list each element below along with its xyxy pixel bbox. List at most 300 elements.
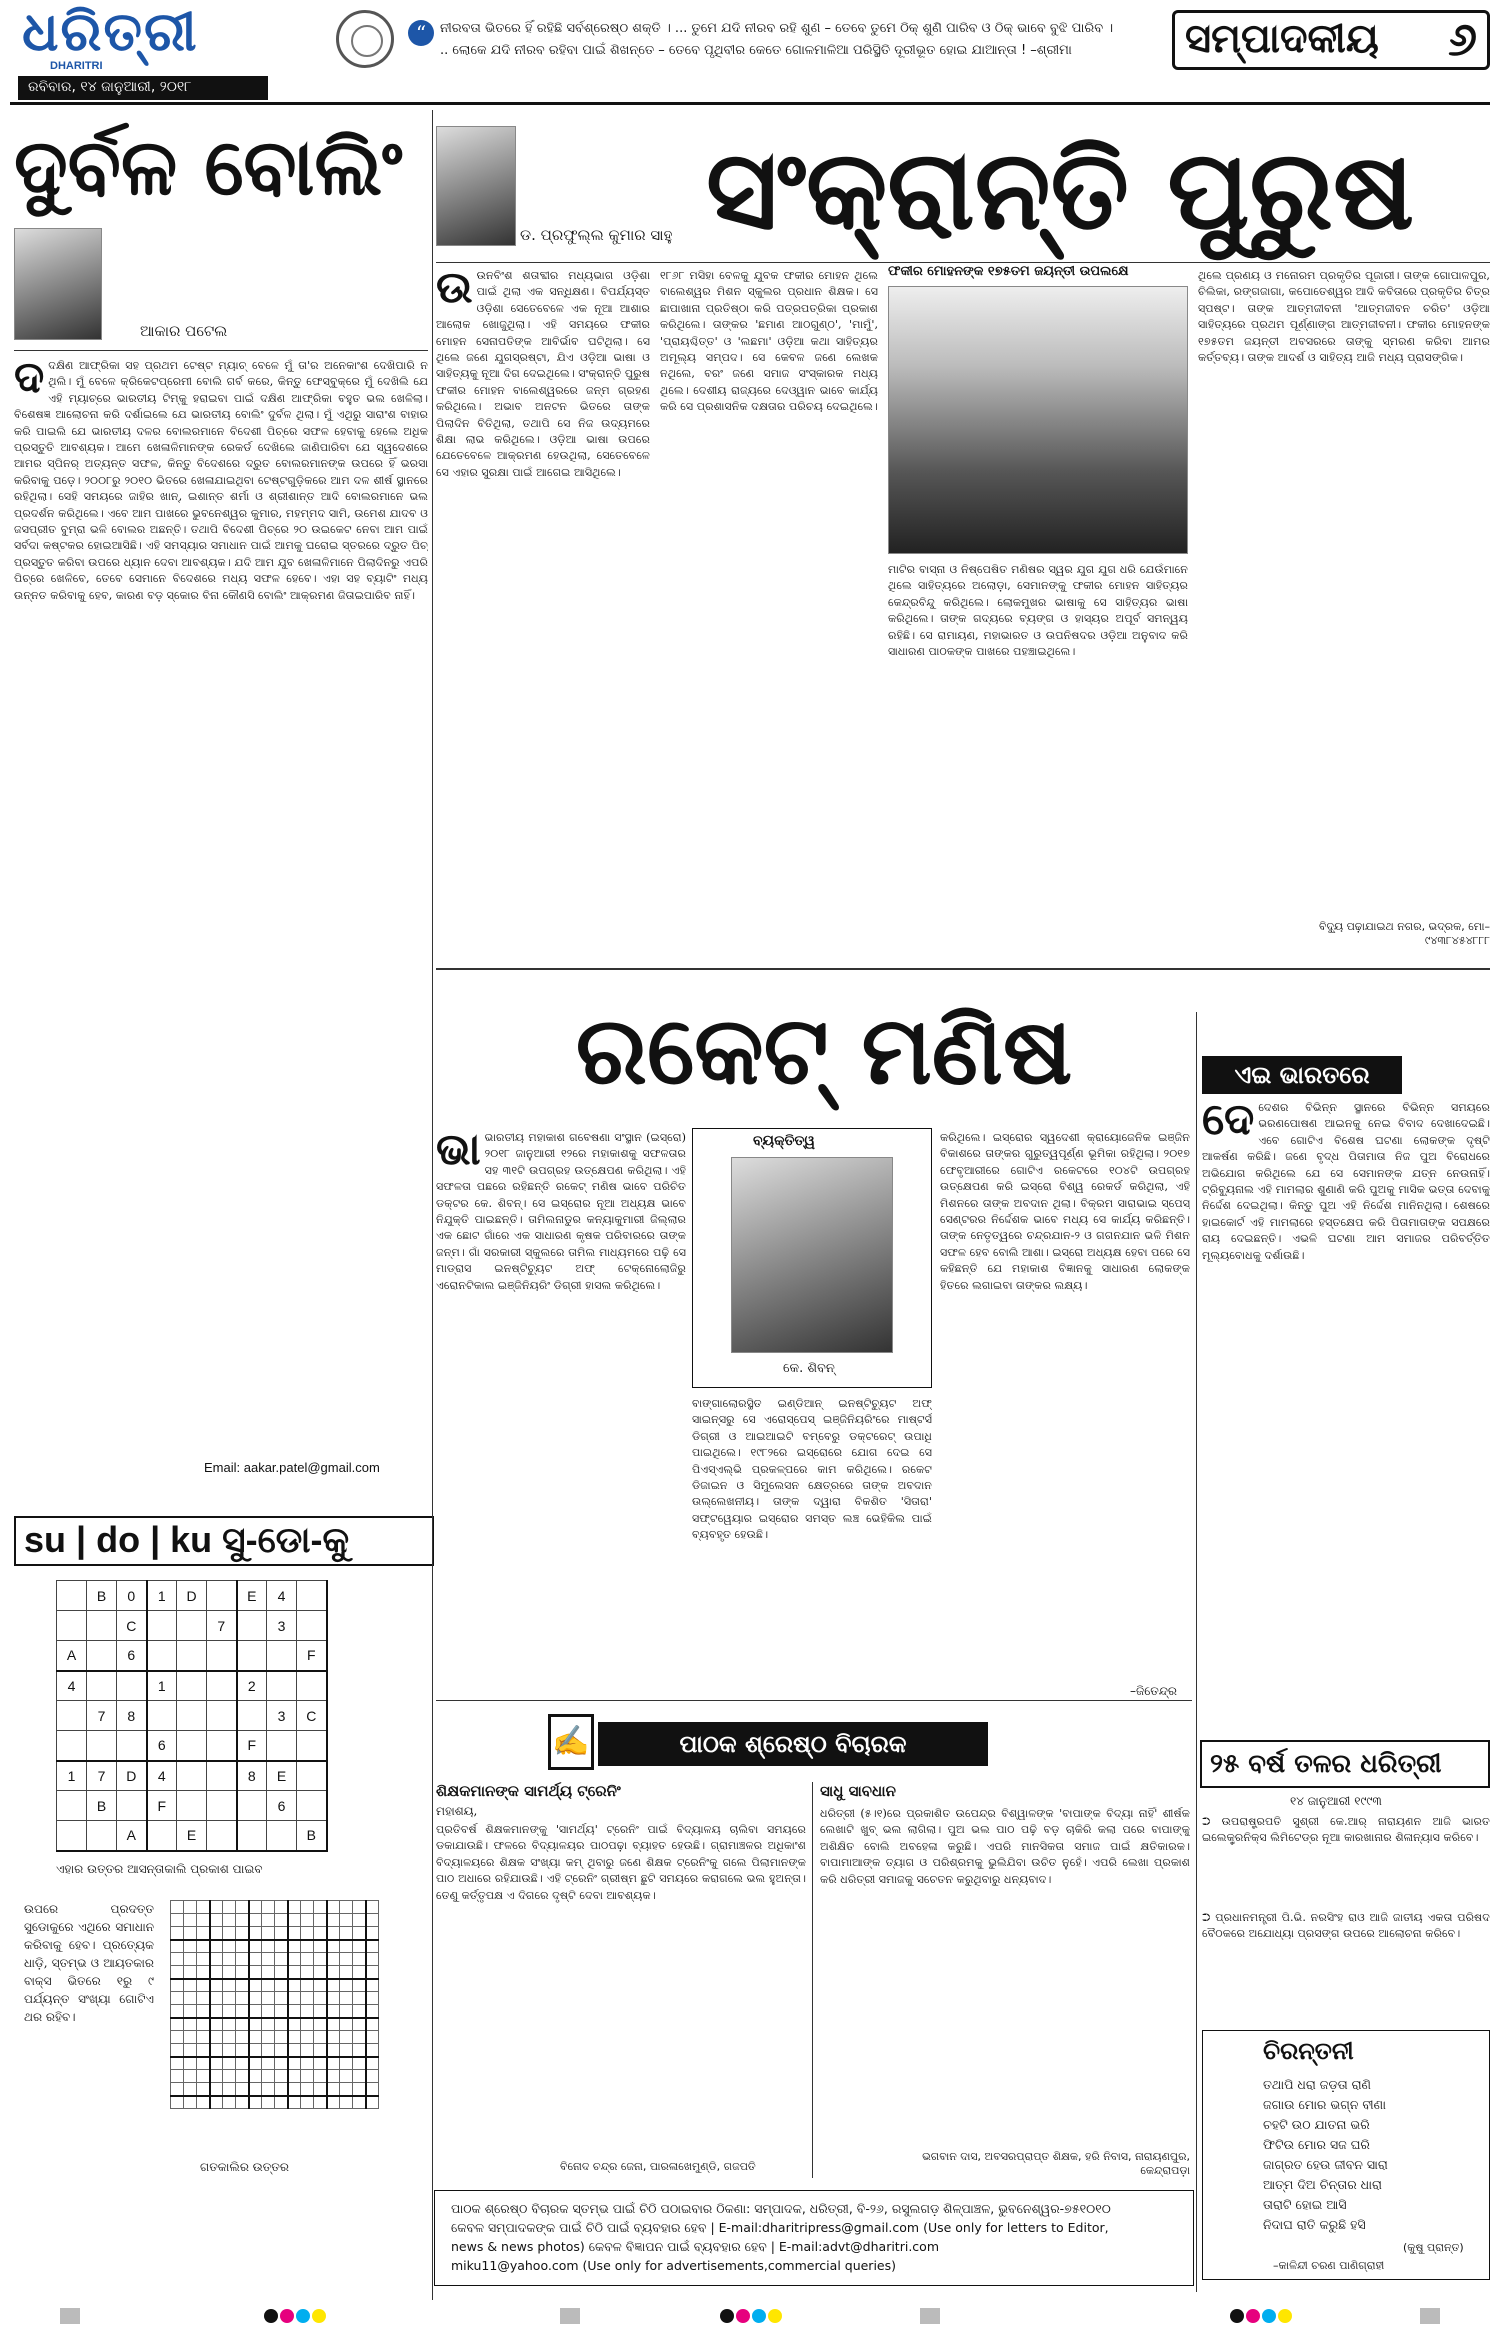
answer-cell xyxy=(223,1966,236,1979)
answer-cell xyxy=(288,1901,301,1914)
sudoku-cell[interactable]: 4 xyxy=(57,1671,87,1701)
sudoku-cell[interactable] xyxy=(267,1641,297,1671)
answer-cell xyxy=(301,1940,314,1953)
sudoku-cell[interactable] xyxy=(267,1671,297,1701)
author-address: ବିଦ୍ୟୁ ପଢ଼ାଯାଇଥ ନଗର, ଭଦ୍ରକ, ମୋ– ୯୪୩୮୪୫୪୮୮୮ xyxy=(1318,920,1490,947)
answer-cell xyxy=(210,1927,223,1940)
answer-cell xyxy=(314,2018,327,2031)
answer-cell xyxy=(275,2096,288,2109)
answer-cell xyxy=(340,2044,353,2057)
article-rocket-col2: ବାଙ୍ଗାଲୋରସ୍ଥିତ ଇଣ୍ଡିଆନ୍ ଇନଷ୍ଟିଚ୍ୟୁଟ ଅଫ୍ ସାଇନ୍ସରୁ ସେ ଏରୋସ୍ପେସ୍ ଇଞ୍ଜିନିୟରିଂରେ ମାଷ୍ଟର୍ସ ଡିଗ୍ରୀ ଓ ଆଇଆଇଟି ବମ୍ବେରୁ ଡକ୍ଟରେଟ୍ ଉପାଧି ପାଇଥିଲେ। ୧୯୮୨ରେ ଇସ୍ରୋରେ ଯୋଗ ଦେଇ ସେ ପିଏସ୍ଏଲ୍‌ଭି ପ୍ରକଳ୍ପରେ କାମ କରିଥିଲେ। ରକେଟ ଡିଜାଇନ ଓ ସିମୁଲେସନ କ୍ଷେତ୍ରରେ ତାଙ୍କ ଅବଦାନ ଉଲ୍ଲେଖନୀୟ। ତାଙ୍କ ଦ୍ୱାରା ବିକଶିତ 'ସିତାରା' ସଫ୍ଟୱେୟାର ଇସ୍ରୋର ସମସ୍ତ ଲଞ୍ଚ ଭେହିକିଲ ପାଇଁ ବ୍ୟବହୃତ ହେଉଛି। xyxy=(692,1397,932,1542)
answer-cell xyxy=(275,1901,288,1914)
sudoku-cell[interactable]: F xyxy=(237,1731,267,1761)
sudoku-cell[interactable] xyxy=(207,1791,237,1821)
sudoku-cell[interactable] xyxy=(147,1821,177,1851)
answer-cell xyxy=(353,1953,366,1966)
sudoku-cell[interactable] xyxy=(87,1821,117,1851)
answer-cell xyxy=(197,1927,210,1940)
sudoku-cell[interactable] xyxy=(177,1791,207,1821)
answer-cell xyxy=(262,1992,275,2005)
sudoku-cell[interactable] xyxy=(57,1821,87,1851)
answer-cell xyxy=(366,1940,379,1953)
writing-hand-icon: ✍ xyxy=(548,1714,594,1770)
dropcap: ଭା xyxy=(436,1130,481,1175)
chirantani-box xyxy=(1202,2030,1490,2280)
answer-cell xyxy=(197,1992,210,2005)
answer-cell xyxy=(171,1940,184,1953)
sudoku-grid[interactable] xyxy=(56,1580,328,1852)
answer-row xyxy=(171,2096,379,2109)
answer-cell xyxy=(249,1992,262,2005)
sudoku-cell[interactable] xyxy=(87,1731,117,1761)
sudoku-cell[interactable] xyxy=(207,1641,237,1671)
sudoku-cell[interactable]: F xyxy=(297,1641,327,1671)
profile-label: ବ୍ୟକ୍ତିତ୍ୱ xyxy=(753,1133,815,1149)
sudoku-cell[interactable] xyxy=(57,1731,87,1761)
sudoku-rules: ଉପରେ ପ୍ରଦତ୍ତ ସୁଡୋକୁରେ ଏଥିରେ ସମାଧାନ କରିବାକୁ ହେବ। ପ୍ରତ୍ୟେକ ଧାଡ଼ି, ସ୍ତମ୍ଭ ଓ ଆୟତକାର ବାକ୍ସ ଭିତରେ ୧ରୁ ୯ ପର୍ଯ୍ୟନ୍ତ ସଂଖ୍ୟା ଗୋଟିଏ ଥର ରହିବ। xyxy=(24,1902,154,2024)
sudoku-cell[interactable] xyxy=(237,1701,267,1731)
sudoku-cell[interactable] xyxy=(57,1581,87,1611)
letter2-title[interactable]: ସାଧୁ ସାବଧାନ xyxy=(820,1782,896,1800)
answer-cell xyxy=(353,1979,366,1992)
sudoku-cell[interactable]: D xyxy=(117,1761,147,1791)
sudoku-cell[interactable] xyxy=(237,1821,267,1851)
answer-cell xyxy=(275,1992,288,2005)
sudoku-cell[interactable]: 1 xyxy=(147,1671,177,1701)
sudoku-cell[interactable]: 6 xyxy=(267,1791,297,1821)
answer-cell xyxy=(171,2018,184,2031)
answer-cell xyxy=(314,2031,327,2044)
answer-cell xyxy=(171,1914,184,1927)
answer-cell xyxy=(366,2031,379,2044)
sudoku-cell[interactable]: E xyxy=(237,1581,267,1611)
25-years-item-2 xyxy=(1202,1910,1490,2010)
article-body-text: ଉନବିଂଶ ଶତାବ୍ଦୀର ମଧ୍ୟଭାଗ ଓଡ଼ିଶା ପାଇଁ ଥିଲା ଏକ ସନ୍ଧିକ୍ଷଣ। ବିପର୍ଯ୍ୟସ୍ତ ଓଡ଼ିଶା ସେତେବେଳେ ଏକ ନୂଆ ଆଶାର ଆଲୋକ ଖୋଜୁଥିଲା। ଏହି ସମୟରେ ଫକୀର ମୋହନ ସେନାପତିଙ୍କ ଆବିର୍ଭାବ ଘଟିଥିଲା। ସେ ଥିଲେ ଜଣେ ଯୁଗସ୍ରଷ୍ଟା, ଯିଏ ଓଡ଼ିଆ ଭାଷା ଓ ସାହିତ୍ୟକୁ ନୂଆ ଦିଗ ଦେଇଥିଲେ। ସଂକ୍ରାନ୍ତି ପୁରୁଷ ଫକୀର ମୋହନ ବାଲେଶ୍ୱରରେ ଜନ୍ମ ଗ୍ରହଣ କରିଥିଲେ। ଅଭାବ ଅନଟନ ଭିତରେ ତାଙ୍କ ପିଲାଦିନ ବିତିଥିଲା, ତଥାପି ସେ ନିଜ ଉଦ୍ୟମରେ ଶିକ୍ଷା ଲାଭ କରିଥିଲେ। ଓଡ଼ିଆ ଭାଷା ଉପରେ ଯେତେବେଳେ ଆକ୍ରମଣ ହେଉଥିଲା, ସେତେବେଳେ ସେ ଏହାର ସୁରକ୍ଷା ପାଇଁ ଆଗେଇ ଆସିଥିଲେ। xyxy=(436,269,650,479)
answer-cell xyxy=(171,1966,184,1979)
sudoku-cell[interactable] xyxy=(117,1731,147,1761)
answer-row xyxy=(171,1953,379,1966)
answer-cell xyxy=(184,1992,197,2005)
sudoku-cell[interactable] xyxy=(147,1611,177,1641)
answer-cell xyxy=(236,2018,249,2031)
divider xyxy=(436,1700,1192,1701)
article-rocket-manisha-title[interactable]: ରକେଟ୍ ମଣିଷ xyxy=(575,997,1073,1106)
sudoku-cell[interactable]: 2 xyxy=(237,1671,267,1701)
answer-cell xyxy=(275,2057,288,2070)
answer-cell xyxy=(210,2005,223,2018)
sudoku-cell[interactable] xyxy=(267,1731,297,1761)
answer-cell xyxy=(340,2070,353,2083)
answer-cell xyxy=(301,2005,314,2018)
answer-cell xyxy=(327,1966,340,1979)
sudoku-cell[interactable]: B xyxy=(87,1581,117,1611)
answer-cell xyxy=(197,2096,210,2109)
sudoku-cell[interactable] xyxy=(297,1581,327,1611)
sudoku-cell[interactable] xyxy=(117,1671,147,1701)
sudoku-cell[interactable] xyxy=(57,1611,87,1641)
color-registration-marks xyxy=(1230,2308,1294,2324)
profile-box xyxy=(692,1128,932,1388)
answer-cell xyxy=(327,2018,340,2031)
sudoku-row xyxy=(57,1641,327,1671)
answer-cell xyxy=(184,2070,197,2083)
answer-cell xyxy=(236,2083,249,2096)
answer-cell xyxy=(249,2096,262,2109)
sudoku-cell[interactable] xyxy=(57,1701,87,1731)
sudoku-row xyxy=(57,1761,327,1791)
answer-cell xyxy=(262,2096,275,2109)
sudoku-header: su | do | ku ସୁ-ଡୋ-କୁ xyxy=(14,1516,434,1566)
chirantani-poem: ତଥାପି ଧରା ଜଡ଼ତା ରାଣି ଜଗାଉ ମୋର ଭଗ୍ନ ବୀଣା ଚହଟି ଉଠ ଯାତନା ଭରି ଫିଟିଉ ମୋର ସଜ ଘରି ଜାଗ୍ରତ ହେଉ ଜୀବନ ସାରା ଆତ୍ମ ଦିଅ ଚିନ୍ତାର ଧାରା ତାରାଟି ହୋଇ ଆସି ନିଦାଘ ରାତି କରୁଛି ହସି xyxy=(1263,2077,1388,2232)
answer-cell xyxy=(171,2031,184,2044)
readers-section-title[interactable]: ପାଠକ ଶ୍ରେଷ୍ଠ ବିଚାରକ xyxy=(598,1722,988,1766)
answer-cell xyxy=(340,1966,353,1979)
answer-row xyxy=(171,1966,379,1979)
answer-cell xyxy=(210,2018,223,2031)
dropcap: ଦ xyxy=(14,358,45,403)
fakir-mohan-portrait xyxy=(888,286,1188,554)
answer-cell xyxy=(184,1901,197,1914)
answer-cell xyxy=(262,1927,275,1940)
answer-cell xyxy=(197,2044,210,2057)
registration-mark xyxy=(1420,2308,1440,2324)
dharitri-logo: ଧରିତ୍ରୀ xyxy=(22,0,199,63)
sudoku-row xyxy=(57,1671,327,1701)
answer-cell xyxy=(171,1953,184,1966)
answer-cell xyxy=(249,2018,262,2031)
sudoku-cell[interactable] xyxy=(297,1671,327,1701)
divider xyxy=(436,968,1490,970)
sudoku-cell[interactable] xyxy=(297,1761,327,1791)
sudoku-cell[interactable] xyxy=(147,1641,177,1671)
answer-cell xyxy=(184,2044,197,2057)
sudoku-cell[interactable]: 3 xyxy=(267,1611,297,1641)
sudoku-cell[interactable]: 6 xyxy=(147,1731,177,1761)
edition-date: ରବିବାର, ୧୪ ଜାନୁଆରୀ, ୨୦୧୮ xyxy=(18,76,268,100)
sudoku-cell[interactable]: 4 xyxy=(147,1761,177,1791)
answer-cell xyxy=(314,1940,327,1953)
answer-cell xyxy=(197,1940,210,1953)
sudoku-cell[interactable] xyxy=(207,1821,237,1851)
answer-cell xyxy=(353,1914,366,1927)
answer-cell xyxy=(288,1953,301,1966)
answer-cell xyxy=(223,1940,236,1953)
answer-cell xyxy=(249,1901,262,1914)
sudoku-cell[interactable]: 7 xyxy=(207,1611,237,1641)
answer-cell xyxy=(210,1966,223,1979)
answer-row xyxy=(171,1992,379,2005)
sudoku-cell[interactable]: A xyxy=(117,1821,147,1851)
answer-cell xyxy=(301,2096,314,2109)
answer-cell xyxy=(210,2070,223,2083)
answer-cell xyxy=(275,1966,288,1979)
answer-cell xyxy=(327,2096,340,2109)
answer-row xyxy=(171,2005,379,2018)
column-rule xyxy=(812,1782,813,2178)
answer-cell xyxy=(314,1927,327,1940)
answer-cell xyxy=(275,2083,288,2096)
answer-cell xyxy=(366,2005,379,2018)
page-number: ୬ xyxy=(1448,12,1477,66)
answer-cell xyxy=(327,2070,340,2083)
answer-cell xyxy=(275,2031,288,2044)
answer-cell xyxy=(184,2096,197,2109)
answer-cell xyxy=(262,1914,275,1927)
answer-cell xyxy=(249,2070,262,2083)
sudoku-cell[interactable]: 7 xyxy=(87,1761,117,1791)
column-rule xyxy=(432,110,433,2300)
answer-cell xyxy=(314,2083,327,2096)
contact-line-4[interactable]: miku11@yahoo.com (Use only for advertisements,commercial queries) xyxy=(451,2258,897,2273)
answer-cell xyxy=(249,2083,262,2096)
25-years-item-1 xyxy=(1202,1814,1490,1904)
sudoku-cell[interactable] xyxy=(297,1731,327,1761)
answer-cell xyxy=(340,2083,353,2096)
answer-cell xyxy=(262,2044,275,2057)
item-text: ଉପରାଷ୍ଟ୍ରପତି ସୁଶ୍ରୀ କେ.ଆର୍ ନାରାୟଣନ ଆଜି ଭାରତ ଇଲେକ୍ଟ୍ରନିକ୍ସ ଲିମିଟେଡ୍‌ର ନୂଆ କାରଖାନାର ଶିଳାନ୍ୟାସ କରିବେ। xyxy=(1202,1815,1490,1845)
article-sankranti-col1 xyxy=(436,268,650,960)
sudoku-cell[interactable]: C xyxy=(297,1701,327,1731)
sudoku-cell[interactable]: 7 xyxy=(87,1701,117,1731)
sudoku-cell[interactable] xyxy=(147,1701,177,1731)
answer-cell xyxy=(249,1953,262,1966)
bullet-icon: ➲ xyxy=(1202,1911,1216,1924)
answer-cell xyxy=(197,1979,210,1992)
photo-caption: ଫକୀର ମୋହନଙ୍କ ୧୭୫ତମ ଜୟନ୍ତୀ ଉପଲକ୍ଷେ xyxy=(888,264,1129,279)
answer-cell xyxy=(249,1927,262,1940)
answer-cell xyxy=(236,2070,249,2083)
sudoku-cell[interactable] xyxy=(177,1641,207,1671)
answer-cell xyxy=(340,2057,353,2070)
sudoku-cell[interactable]: 6 xyxy=(117,1641,147,1671)
sudoku-cell[interactable]: 1 xyxy=(57,1761,87,1791)
sudoku-cell[interactable]: 3 xyxy=(267,1701,297,1731)
article-sankranti-purusha-title[interactable]: ସଂକ୍ରାନ୍ତି ପୁରୁଷ xyxy=(705,126,1415,254)
answer-cell xyxy=(223,1953,236,1966)
answer-cell xyxy=(314,1953,327,1966)
sudoku-cell[interactable] xyxy=(267,1821,297,1851)
answer-cell xyxy=(171,2083,184,2096)
answer-cell xyxy=(301,1901,314,1914)
answer-cell xyxy=(353,2005,366,2018)
answer-cell xyxy=(340,1901,353,1914)
contact-line-2[interactable]: କେବଳ ସମ୍ପାଦକଙ୍କ ପାଇଁ ଚିଠି ପାଇଁ ବ୍ୟବହାର ହେବ | E-mail:dharitripress@gmail.com (Use only for letters to Editor, xyxy=(451,2220,1109,2235)
sudoku-cell[interactable]: E xyxy=(177,1821,207,1851)
answer-cell xyxy=(262,1953,275,1966)
letter1-title[interactable]: ଶିକ୍ଷକମାନଙ୍କ ସାମର୍ଥ୍ୟ ଟ୍ରେନିଂ xyxy=(436,1782,621,1800)
sudoku-cell[interactable] xyxy=(237,1611,267,1641)
answer-cell xyxy=(223,2005,236,2018)
sudoku-cell[interactable]: 8 xyxy=(237,1761,267,1791)
answer-cell xyxy=(327,2057,340,2070)
sudoku-cell[interactable]: F xyxy=(147,1791,177,1821)
answer-cell xyxy=(314,2005,327,2018)
answer-cell xyxy=(327,2044,340,2057)
dropcap: ଉ xyxy=(436,268,473,313)
answer-cell xyxy=(288,2018,301,2031)
answer-cell xyxy=(223,1927,236,1940)
answer-cell xyxy=(236,1953,249,1966)
registration-mark xyxy=(560,2308,580,2324)
answer-cell xyxy=(236,1940,249,1953)
answer-cell xyxy=(184,1979,197,1992)
answer-cell xyxy=(353,2044,366,2057)
answer-cell xyxy=(288,1966,301,1979)
answer-cell xyxy=(301,1966,314,1979)
answer-cell xyxy=(262,1966,275,1979)
photo-caption: କେ. ଶିବନ୍ xyxy=(783,1361,835,1376)
sudoku-cell[interactable]: C xyxy=(117,1611,147,1641)
sudoku-cell[interactable]: B xyxy=(297,1821,327,1851)
answer-cell xyxy=(197,1901,210,1914)
sudoku-cell[interactable]: 1 xyxy=(147,1581,177,1611)
article-body-text: ଦକ୍ଷିଣ ଆଫ୍ରିକା ସହ ପ୍ରଥମ ଟେଷ୍ଟ ମ୍ୟାଚ୍ ବେଳେ ମୁଁ ତା'ର ଅନେକାଂଶ ଦେଖିପାରି ନ ଥିଲି। ମୁଁ ବେଳେ କ୍ରିକେଟପ୍ରେମୀ ବୋଲି ଗର୍ବ କରେ, କିନ୍ତୁ ଫେସ୍‌ବୁକ୍‌ରେ ମୁଁ ଦେଖିଲି ଯେ ଏହି ମ୍ୟାଚ୍‌ରେ ଭାରତୀୟ ଟିମ୍‌କୁ ହରାଇବା ପାଇଁ ଦକ୍ଷିଣ ଆଫ୍ରିକା ବହୁତ ଭଲ ଖେଳିଲା। ବିଶେଷଜ୍ଞ ଆଲୋଚନା କରି ଦର୍ଶାଇଲେ ଯେ ଭାରତୀୟ ବୋଲିଂ ଦୁର୍ବଳ ଥିଲା। ମୁଁ ଏଥିରୁ ସାରାଂଶ ବାହାର କରି ପାଇଲି ଯେ ଭାରତୀୟ ଦଳର ବୋଲରମାନେ ବିଦେଶୀ ପିଚ୍‌ରେ ସଫଳ ହେବାକୁ ହେଲେ ଅଧିକ ପ୍ରସ୍ତୁତି ଆବଶ୍ୟକ। ଆମେ ଖେଳାଳିମାନଙ୍କ ରେକର୍ଡ ଦେଖିଲେ ଜାଣିପାରିବା ଯେ ସ୍ୱଦେଶରେ ଆମର ସ୍ପିନର୍ ଅତ୍ୟନ୍ତ ସଫଳ, କିନ୍ତୁ ବିଦେଶରେ ଦ୍ରୁତ ବୋଲରମାନଙ୍କ ଉପରେ ହିଁ ଭରସା କରିବାକୁ ପଡ଼େ। ୨୦୦୮ରୁ ୨୦୧୦ ଭିତରେ ଖେଳାଯାଇଥିବା ଟେଷ୍ଟଗୁଡ଼ିକରେ ଆମ ଦଳ ଶୀର୍ଷ ସ୍ଥାନରେ ରହିଥିଲା। ସେହି ସମୟରେ ଜାହିର ଖାନ୍, ଇଶାନ୍ତ ଶର୍ମା ଓ ଶ୍ରୀଶାନ୍ତ ଆଦି ବୋଲରମାନେ ଭଲ ପ୍ରଦର୍ଶନ କରିଥିଲେ। ଏବେ ଆମ ପାଖରେ ଭୁବନେଶ୍ୱର କୁମାର, ମହମ୍ମଦ ସାମି, ଉମେଶ ଯାଦବ ଓ ଜସପ୍ରୀତ ବୁମ୍ରା ଭଳି ବୋଲର ଅଛନ୍ତି। ତଥାପି ବିଦେଶୀ ପିଚ୍‌ରେ ୨୦ ଉଇକେଟ ନେବା ଆମ ପାଇଁ ସର୍ବଦା କଷ୍ଟକର ହୋଇଆସିଛି। ଏହି ସମସ୍ୟାର ସମାଧାନ ପାଇଁ ଆମକୁ ଘରୋଇ ସ୍ତରରେ ଦ୍ରୁତ ପିଚ୍ ପ୍ରସ୍ତୁତ କରିବା ଉପରେ ଧ୍ୟାନ ଦେବା ଆବଶ୍ୟକ। ଯଦି ଆମ ଯୁବ ଖେଳାଳିମାନେ ପିଲାଦିନରୁ ଏପରି ପିଚ୍‌ରେ ଖେଳିବେ, ତେବେ ସେମାନେ ବିଦେଶରେ ମଧ୍ୟ ସଫଳ ହେବେ। ଏହା ସହ ବ୍ୟାଟିଂ ମଧ୍ୟ ଉନ୍ନତ କରିବାକୁ ହେବ, କାରଣ ବଡ଼ ସ୍କୋର ବିନା କୌଣସି ବୋଲିଂ ଆକ୍ରମଣ ଜିତାଇପାରିବ ନାହିଁ। xyxy=(14,359,428,602)
answer-cell xyxy=(184,1953,197,1966)
answer-cell xyxy=(262,2070,275,2083)
answer-cell xyxy=(353,1992,366,2005)
answer-cell xyxy=(327,1992,340,2005)
sudoku-cell[interactable]: 8 xyxy=(117,1701,147,1731)
answer-cell xyxy=(262,2057,275,2070)
answer-cell xyxy=(236,2096,249,2109)
sudoku-cell[interactable] xyxy=(297,1611,327,1641)
answer-cell xyxy=(249,2005,262,2018)
sudoku-row xyxy=(57,1581,327,1611)
sudoku-cell[interactable] xyxy=(87,1671,117,1701)
sudoku-cell[interactable] xyxy=(237,1641,267,1671)
konark-wheel-icon xyxy=(336,10,394,68)
answer-cell xyxy=(353,2096,366,2109)
answer-row xyxy=(171,2057,379,2070)
sudoku-cell[interactable] xyxy=(87,1641,117,1671)
logo-subtext: DHARITRI xyxy=(50,60,103,72)
answer-cell xyxy=(210,2057,223,2070)
answer-cell xyxy=(314,1966,327,1979)
answer-cell xyxy=(236,2005,249,2018)
contact-line-3[interactable]: news & news photos) କେବଳ ବିଜ୍ଞାପନ ପାଇଁ ବ୍ୟବହାର ହେବ | E-mail:advt@dharitri.com xyxy=(451,2239,939,2254)
answer-cell xyxy=(288,1979,301,1992)
answer-cell xyxy=(275,2005,288,2018)
letter2-signature: ଭଗବାନ ଦାସ, ଅବସରପ୍ରାପ୍ତ ଶିକ୍ଷକ, ହରି ନିବାସ, ନାରାୟଣପୁର, କେନ୍ଦ୍ରାପଡ଼ା xyxy=(922,2150,1190,2177)
answer-cell xyxy=(249,1914,262,1927)
answer-cell xyxy=(236,1927,249,1940)
sudoku-cell[interactable] xyxy=(207,1581,237,1611)
answer-row xyxy=(171,1901,379,1914)
sudoku-cell[interactable]: D xyxy=(177,1581,207,1611)
article-durbal-boling-title[interactable]: ଦୁର୍ବଳ ବୋଲିଂ xyxy=(14,123,403,213)
answer-cell xyxy=(236,2031,249,2044)
letter1-salute: ମହାଶୟ, xyxy=(436,1804,478,1818)
sudoku-note: ଏହାର ଉତ୍ତର ଆସନ୍ତାକାଲି ପ୍ରକାଶ ପାଇବ xyxy=(56,1862,263,1876)
answer-cell xyxy=(366,2018,379,2031)
sudoku-cell[interactable] xyxy=(207,1761,237,1791)
answer-cell xyxy=(301,1914,314,1927)
sudoku-cell[interactable] xyxy=(177,1701,207,1731)
answer-cell xyxy=(184,1940,197,1953)
k-sivan-photo xyxy=(731,1157,893,1353)
sudoku-cell[interactable]: 4 xyxy=(267,1581,297,1611)
answer-cell xyxy=(288,2044,301,2057)
answer-cell xyxy=(301,1953,314,1966)
answer-cell xyxy=(366,2044,379,2057)
sudoku-row xyxy=(57,1731,327,1761)
answer-cell xyxy=(366,2096,379,2109)
answer-cell xyxy=(314,1992,327,2005)
answer-cell xyxy=(197,2031,210,2044)
letter1-signature: ବିନୋଦ ଚନ୍ଦ୍ର ଜେନା, ପାରଳାଖେମୁଣ୍ଡି, ଗଜପତି xyxy=(560,2160,756,2173)
answer-cell xyxy=(184,2005,197,2018)
answer-cell xyxy=(262,1979,275,1992)
sudoku-cell[interactable]: A xyxy=(57,1641,87,1671)
answer-cell xyxy=(171,2096,184,2109)
divider xyxy=(14,350,428,351)
answer-cell xyxy=(301,1979,314,1992)
sudoku-cell[interactable] xyxy=(177,1731,207,1761)
sudoku-cell[interactable] xyxy=(177,1671,207,1701)
sudoku-cell[interactable]: B xyxy=(87,1791,117,1821)
sudoku-answer-grid xyxy=(170,1900,379,2109)
author-name: ଆକାର ପଟେଲ xyxy=(140,322,228,340)
answer-row xyxy=(171,2044,379,2057)
sudoku-table[interactable] xyxy=(56,1580,328,1852)
answer-cell xyxy=(184,2083,197,2096)
article-sankranti-col2: ୧୮୬୮ ମସିହା ବେଳକୁ ଯୁବକ ଫକୀର ମୋହନ ଥିଲେ ବାଲେଶ୍ୱର ମିଶନ ସ୍କୁଲର ପ୍ରଧାନ ଶିକ୍ଷକ। ସେ ଛାପାଖାନା ପ୍ରତିଷ୍ଠା କରି ପତ୍ରପତ୍ରିକା ପ୍ରକାଶ କରିଥିଲେ। ତାଙ୍କର 'ଛମାଣ ଆଠଗୁଣ୍ଠ', 'ମାମୁଁ', 'ପ୍ରାୟଶ୍ଚିତ୍ତ' ଓ 'ଲଛମା' ଓଡ଼ିଆ କଥା ସାହିତ୍ୟର ଅମୂଲ୍ୟ ସମ୍ପଦ। ସେ କେବଳ ଜଣେ ଲେଖକ ନଥିଲେ, ବରଂ ଜଣେ ସମାଜ ସଂସ୍କାରକ ମଧ୍ୟ ଥିଲେ। ଦେଶୀୟ ରାଜ୍ୟରେ ଦେଓ୍ୱାନ ଭାବେ କାର୍ଯ୍ୟ କରି ସେ ପ୍ରଶାସନିକ ଦକ୍ଷତାର ପରିଚୟ ଦେଇଥିଲେ। xyxy=(660,269,878,414)
answer-cell xyxy=(184,1966,197,1979)
sudoku-cell[interactable] xyxy=(117,1791,147,1821)
author-email[interactable]: Email: aakar.patel@gmail.com xyxy=(200,1458,384,1477)
answer-label: ଗତକାଲିର ଉତ୍ତର xyxy=(200,2160,289,2174)
answer-cell xyxy=(171,1992,184,2005)
answer-cell xyxy=(197,2057,210,2070)
answer-cell xyxy=(184,1927,197,1940)
answer-cell xyxy=(340,2031,353,2044)
answer-cell xyxy=(288,2083,301,2096)
answer-cell xyxy=(366,1979,379,1992)
sudoku-cell[interactable] xyxy=(207,1731,237,1761)
answer-cell xyxy=(366,2057,379,2070)
ei-bharatare-title[interactable]: ଏଇ ଭାରତରେ xyxy=(1202,1056,1402,1094)
answer-cell xyxy=(327,1914,340,1927)
sudoku-cell[interactable] xyxy=(237,1791,267,1821)
sudoku-cell[interactable] xyxy=(177,1761,207,1791)
answer-cell xyxy=(288,1914,301,1927)
sudoku-cell[interactable]: 0 xyxy=(117,1581,147,1611)
color-registration-marks xyxy=(720,2308,784,2324)
answer-cell xyxy=(353,1966,366,1979)
sudoku-cell[interactable] xyxy=(57,1791,87,1821)
answer-cell xyxy=(223,2096,236,2109)
sudoku-cell[interactable]: E xyxy=(267,1761,297,1791)
answer-cell xyxy=(353,2083,366,2096)
answer-cell xyxy=(275,2070,288,2083)
answer-cell xyxy=(210,1901,223,1914)
answer-cell xyxy=(327,2083,340,2096)
answer-cell xyxy=(327,2031,340,2044)
sudoku-cell[interactable] xyxy=(177,1611,207,1641)
sudoku-cell[interactable] xyxy=(297,1791,327,1821)
answer-cell xyxy=(288,2005,301,2018)
sudoku-row xyxy=(57,1821,327,1851)
sudoku-cell[interactable] xyxy=(207,1701,237,1731)
sudoku-cell[interactable] xyxy=(207,1671,237,1701)
answer-cell xyxy=(171,1979,184,1992)
sudoku-cell[interactable] xyxy=(87,1611,117,1641)
item-text: ପ୍ରଧାନମନ୍ତ୍ରୀ ପି.ଭି. ନରସିଂହ ରାଓ ଆଜି ଜାତୀୟ ଏକତା ପରିଷଦ ବୈଠକରେ ଅଯୋଧ୍ୟା ପ୍ରସଙ୍ଗ ଉପରେ ଆଲୋଚନା କରିବେ। xyxy=(1202,1911,1490,1941)
author-photo-aakar-patel xyxy=(14,228,102,340)
answer-cell xyxy=(301,1927,314,1940)
answer-cell xyxy=(288,1940,301,1953)
answer-cell xyxy=(340,1914,353,1927)
